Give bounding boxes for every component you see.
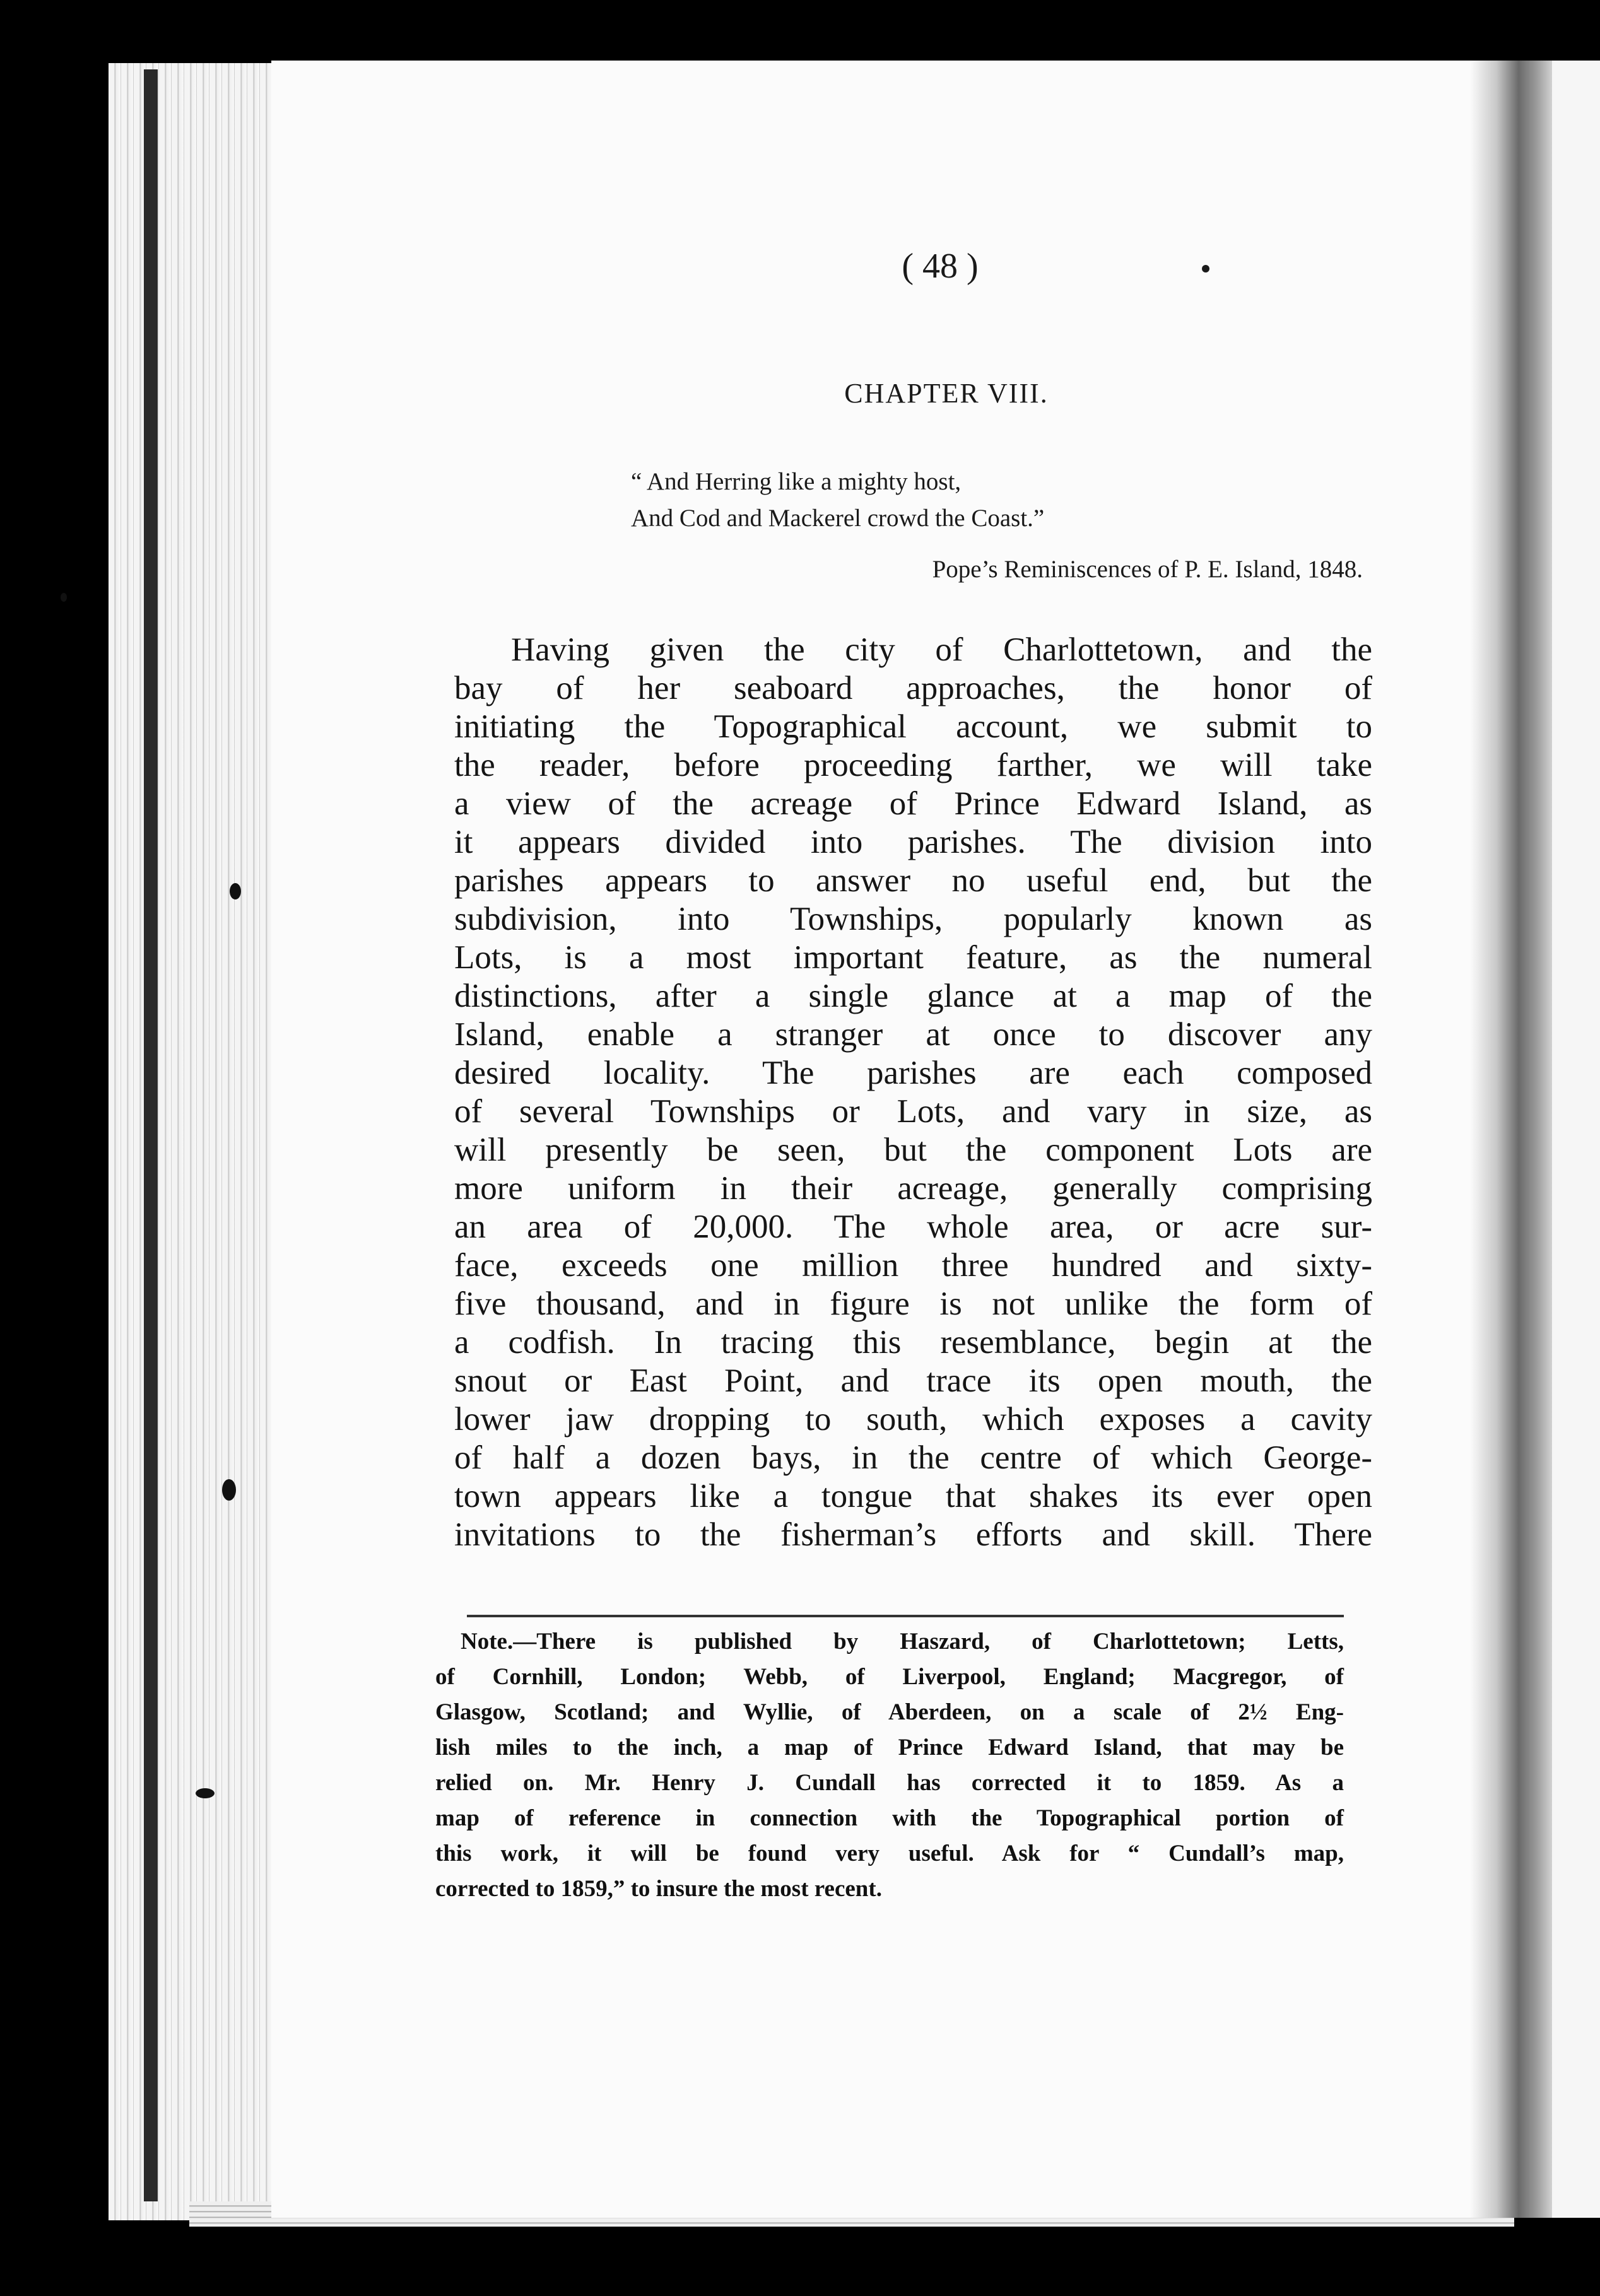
body-line: desired locality. The parishes are each composed <box>454 1055 1372 1091</box>
epigraph-line: And Cod and Mackerel crowd the Coast.” <box>631 505 1045 532</box>
body-line: snout or East Point, and trace its open mouth, the <box>454 1362 1372 1399</box>
footnote-line: this work, it will be found very useful. Ask for “ Cundall’s map, <box>435 1841 1344 1866</box>
body-line: initiating the Topographical account, we submit to <box>454 708 1372 745</box>
body-line: a codfish. In tracing this resemblance, begin at the <box>454 1324 1372 1361</box>
body-line: face, exceeds one million three hundred and sixty- <box>454 1247 1372 1284</box>
page-gutter <box>1470 61 1558 2218</box>
footnote-line: map of reference in connection with the Topographical portion of <box>435 1805 1344 1831</box>
footnote <box>435 1624 1344 1907</box>
footnote-line: of Cornhill, London; Webb, of Liverpool, England; Macgregor, of <box>435 1664 1344 1690</box>
body-line: Having given the city of Charlottetown, and the <box>511 631 1372 668</box>
body-line: invitations to the fisherman’s efforts and skill. There <box>454 1516 1372 1553</box>
body-line: subdivision, into Townships, popularly known as <box>454 901 1372 937</box>
page-number: ( 48 ) <box>902 247 979 286</box>
scan-speck <box>222 1479 236 1501</box>
binding-shadow <box>144 69 158 2201</box>
body-line: of several Townships or Lots, and vary in size, as <box>454 1093 1372 1130</box>
body-line: an area of 20,000. The whole area, or acre sur- <box>454 1209 1372 1245</box>
body-line: bay of her seaboard approaches, the honor of <box>454 670 1372 706</box>
page-edge-stack <box>109 63 273 2220</box>
body-line: five thousand, and in figure is not unlike the form of <box>454 1286 1372 1322</box>
body-line: of half a dozen bays, in the centre of which George- <box>454 1439 1372 1476</box>
body-line: a view of the acreage of Prince Edward Island, as <box>454 785 1372 822</box>
footnote-line: Glasgow, Scotland; and Wyllie, of Aberdeen, on a scale of 2½ Eng- <box>435 1699 1344 1725</box>
scan-speck <box>230 883 241 899</box>
body-line: Lots, is a most important feature, as the numeral <box>454 939 1372 976</box>
ink-dot <box>1202 265 1209 272</box>
epigraph-line: “ And Herring like a mighty host, <box>631 468 962 495</box>
body-line: the reader, before proceeding farther, we will take <box>454 747 1372 783</box>
epigraph-attribution: Pope’s Reminiscences of P. E. Island, 1848. <box>932 556 1363 583</box>
scan-speck <box>196 1788 215 1798</box>
epigraph <box>631 464 1388 537</box>
footnote-line: relied on. Mr. Henry J. Cundall has corrected it to 1859. As a <box>435 1770 1344 1796</box>
body-line: town appears like a tongue that shakes its ever open <box>454 1478 1372 1514</box>
body-line: more uniform in their acreage, generally comprising <box>454 1170 1372 1207</box>
body-line: lower jaw dropping to south, which exposes a cavity <box>454 1401 1372 1438</box>
body-paragraph <box>454 631 1372 1554</box>
body-line: Island, enable a stranger at once to discover any <box>454 1016 1372 1053</box>
chapter-title: CHAPTER VIII. <box>844 378 1049 409</box>
footnote-line: Note.—There is published by Haszard, of Charlottetown; Letts, <box>461 1629 1344 1655</box>
footnote-line: lish miles to the inch, a map of Prince Edward Island, that may be <box>435 1735 1344 1760</box>
facing-page-edge <box>1552 61 1600 2218</box>
footnote-rule <box>467 1615 1344 1617</box>
scan-speck <box>61 593 67 602</box>
body-line: will presently be seen, but the component Lots are <box>454 1132 1372 1168</box>
body-line: parishes appears to answer no useful end, but the <box>454 862 1372 899</box>
footnote-line: corrected to 1859,” to insure the most recent. <box>435 1876 882 1902</box>
body-line: distinctions, after a single glance at a map of the <box>454 978 1372 1014</box>
body-line: it appears divided into parishes. The division into <box>454 824 1372 860</box>
